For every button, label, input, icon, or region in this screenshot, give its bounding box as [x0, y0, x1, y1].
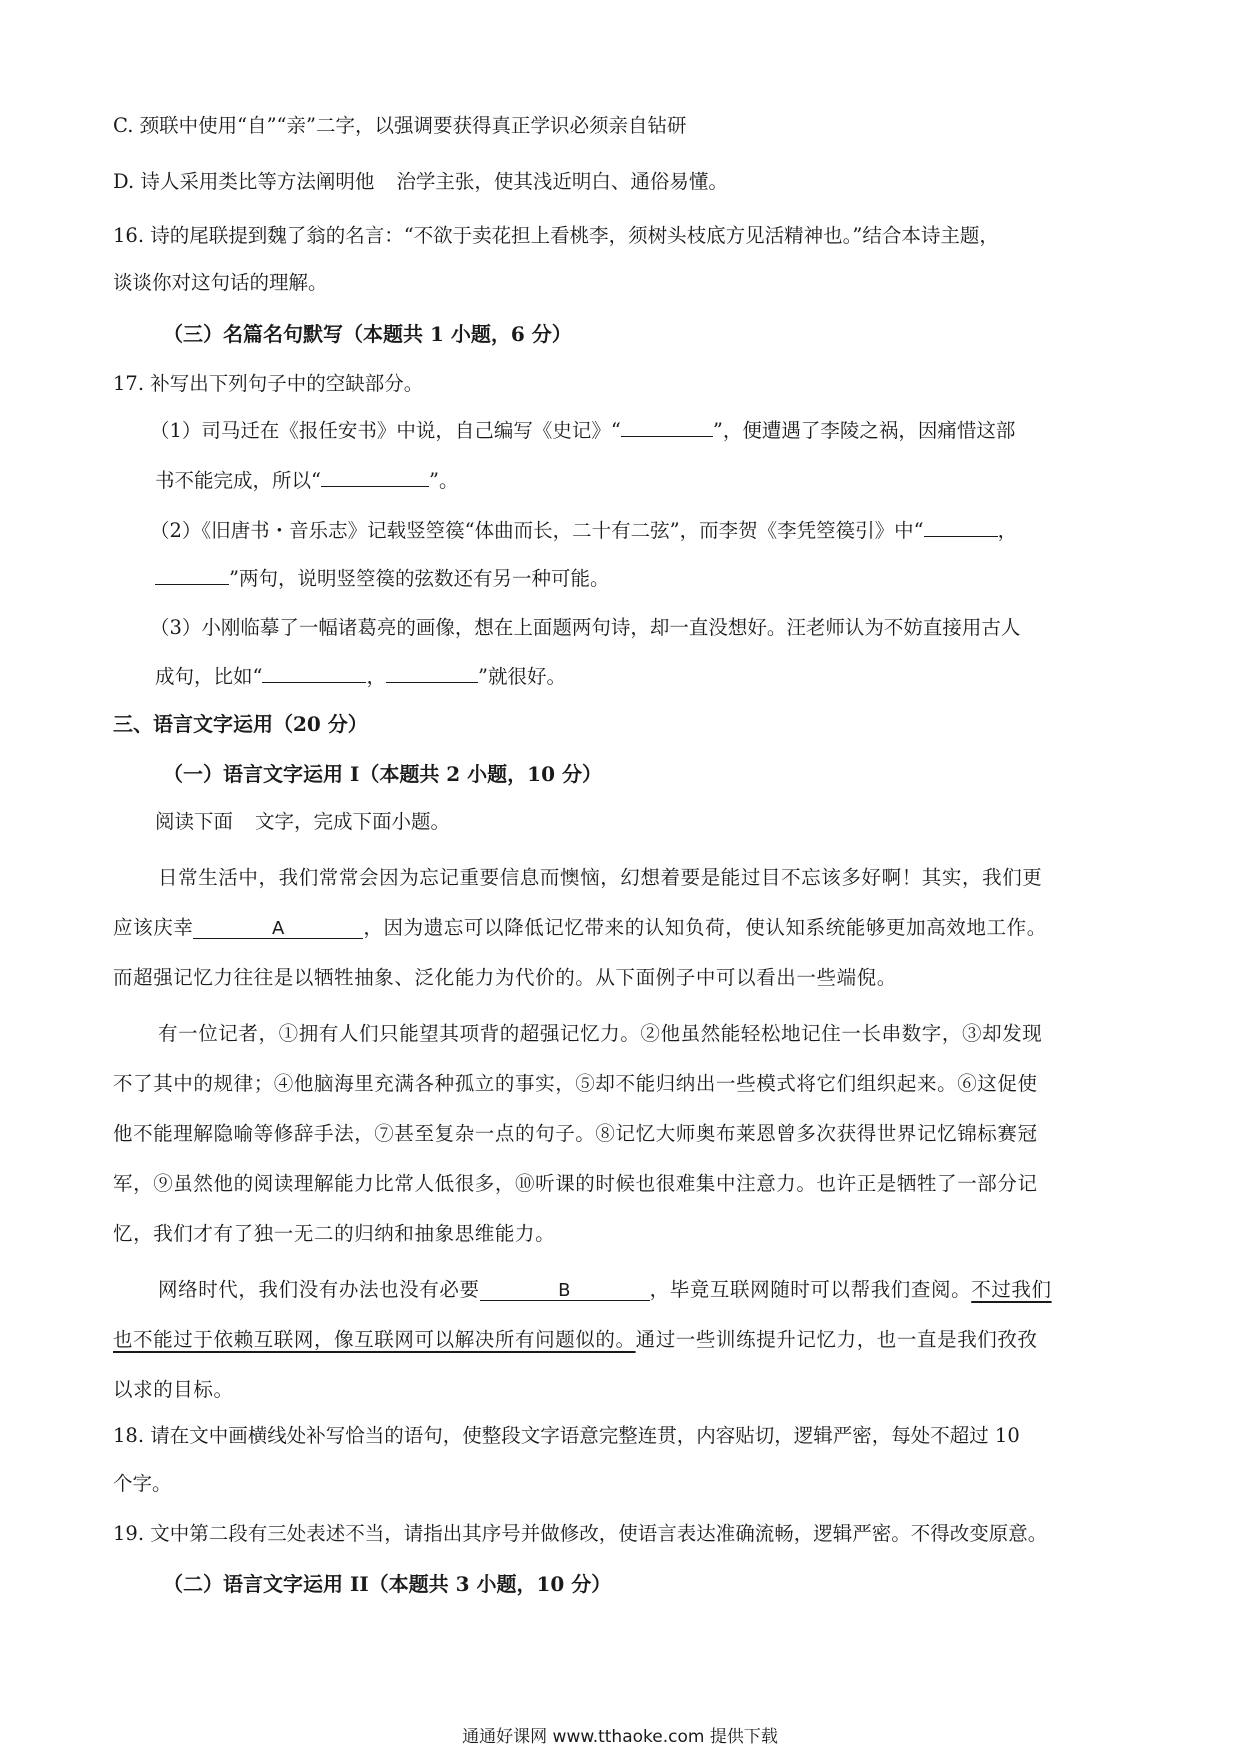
fill-blank[interactable] — [386, 662, 478, 683]
fill-blank[interactable] — [621, 416, 713, 437]
underlined-sentence: 也不能过于依赖互联网，像互联网可以解决所有问题似的。 — [113, 1328, 636, 1351]
fill-blank[interactable] — [924, 516, 998, 537]
exam-page: C. 颈联中使用“自”“亲”二字，以强调要获得真正学识必须亲自钻研 D. 诗人采用类比等方法阐明他 治学主张，使其浅近明白、通俗易懂。 16. 诗的尾联提到魏了翁的名言：“不欲于卖花担上看桃李，须树头枝底方见活精神也。”结合本诗主题， 谈谈你对这句话的理解。 （三）名篇名句默写（本题共 1 小题，6 分） 17. 补写出下列句子中的空缺部分。 （1）司马迁在《报任安书》中说，自己编写《史记》“ ”，便遭遇了李陵之祸，因痛惜这部 书不能完成，所以“ ”。 （2）《旧唐书・音乐志》记载竖箜篌“体曲而长，二十有二弦”，而李贺《李凭箜篌引》中“ ， ”两句，说明竖箜篌的弦数还有另一种可能。 （3）小刚临摹了一幅诸葛亮的画像，想在上面题两句诗，却一直没想好。汪老师认为不妨直接用古人 成句，比如“ ， ”就很好。 三、语言文字运用（20 分） （一）语言文字运用 I（本题共 2 小题，10 分） 阅读下面 文字，完成下面小题。 日常生活中，我们常常会因为忘记重要信息而懊恼，幻想着要是能过目不忘该多好啊！其实，我们更 应该庆幸 A ，因为遗忘可以降低记忆带来的认知负荷，使认知系统能够更加高效地工作。 而超强记忆力往往是以牺牲抽象、泛化能力为代价的。从下面例子中可以看出一些端倪。 有一位记者，①拥有人们只能望其项背的超强记忆力。②他虽然能轻松地记住一长串数字，③却发现 不了其中的规律；④他脑海里充满各种孤立的事实，⑤却不能归纳出一些模式将它们组织起来。⑥这促使 他不能理解隐喻等修辞手法，⑦甚至复杂一点的句子。⑧记忆大师奥布莱恩曾多次获得世界记忆锦标赛冠 军，⑨虽然他的阅读理解能力比常人低很多，⑩听课的时候也很难集中注意力。也许正是牺牲了一部分记 忆，我们才有了独一无二的归纳和抽象思维能力。 网络时代，我们没有办法也没有必要 B ，毕竟互联网随时可以帮我们查阅。不过我们 也不能过于依赖互联网，像互联网可以解决所有问题似的。通过一些训练提升记忆力，也一直是我们孜孜 以求的目标。 18. 请在文中画横线处补写恰当的语句，使整段文字语意完整连贯，内容贴切，逻辑严密，每处不超过 10 个字。 19. 文中第二段有三处表述不当，请指出其序号并做修改，使语言表达准确流畅，逻辑严密。不得改变原意。 （二）语言文字运用 II（本题共 3 小题，10 分） 通通好课网 www.tthaoke.com 提供下载 — [0, 0, 1240, 1754]
fill-blank[interactable] — [262, 662, 366, 683]
footer-download-note: 通通好课网 www.tthaoke.com 提供下载 — [462, 1727, 778, 1747]
blank-b[interactable]: B — [480, 1280, 650, 1301]
fill-blank[interactable] — [155, 564, 229, 585]
underlined-sentence: 不过我们 — [971, 1278, 1052, 1301]
blank-a[interactable]: A — [193, 918, 363, 939]
fill-blank[interactable] — [321, 466, 429, 487]
